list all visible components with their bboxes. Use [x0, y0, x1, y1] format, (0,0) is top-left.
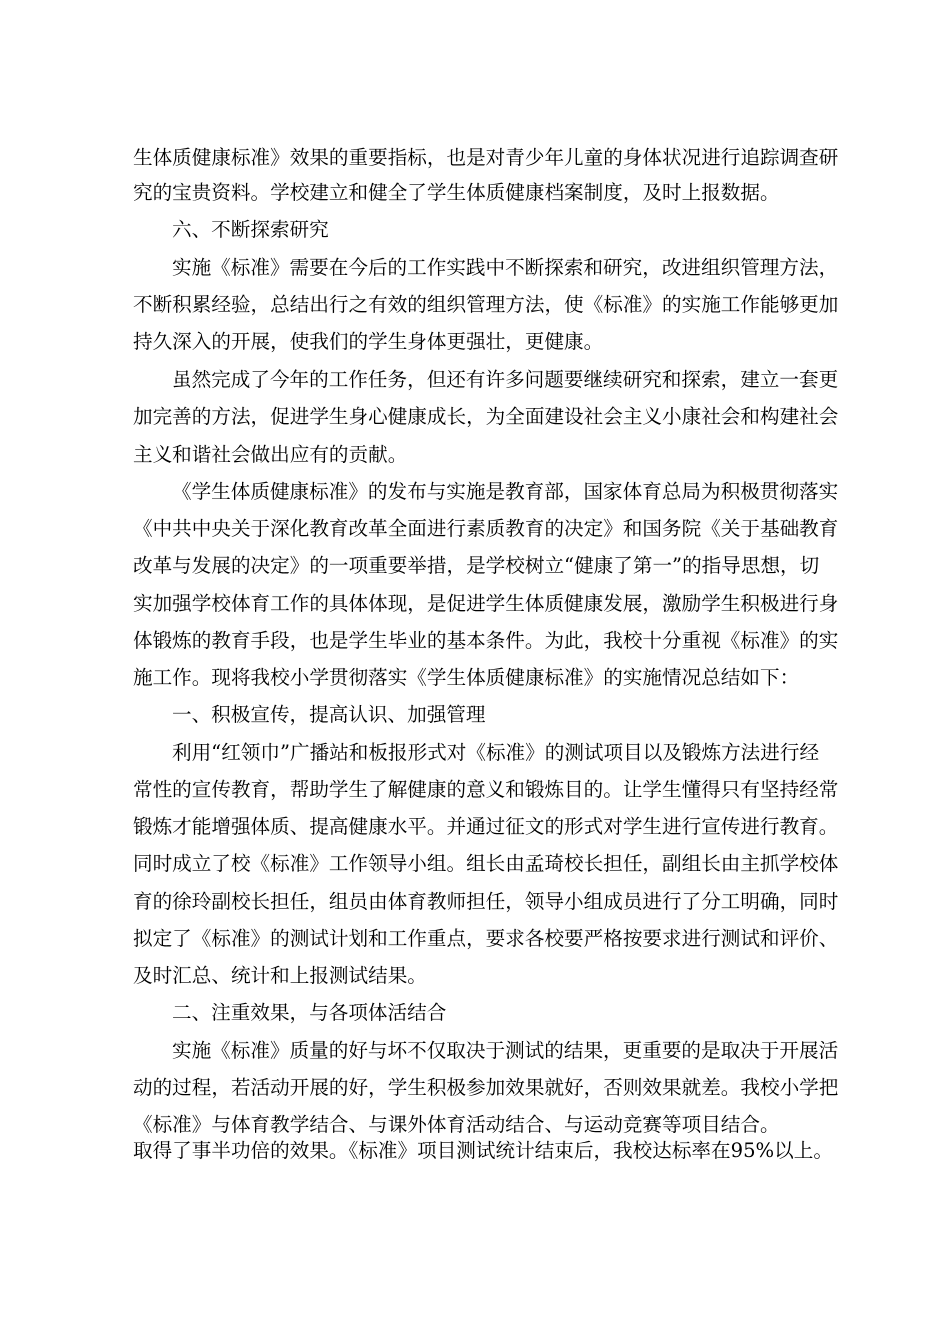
text-line: 施工作。现将我校小学贯彻落实《学生体质健康标准》的实施情况总结如下：	[133, 666, 800, 689]
section-heading: 一、积极宣传，提高认识、加强管理	[172, 703, 486, 726]
text-line: 取得了事半功倍的效果。《标准》项目测试统计结束后，我校达标率在95%以上。	[133, 1139, 833, 1162]
text-line: 同时成立了校《标准》工作领导小组。组长由孟琦校长担任，副组长由主抓学校体	[133, 852, 839, 875]
text-line: 及时汇总、统计和上报测试结果。	[133, 964, 427, 987]
text-line: 改革与发展的决定》的一项重要举措，是学校树立“健康了第一”的指导思想，切	[133, 554, 820, 577]
text-line: 实施《标准》需要在今后的工作实践中不断探索和研究，改进组织管理方法，	[172, 256, 839, 279]
text-line: 究的宝贵资料。学校建立和健全了学生体质健康档案制度，及时上报数据。	[133, 181, 780, 204]
text-line: 加完善的方法，促进学生身心健康成长，为全面建设社会主义小康社会和构建社会	[133, 405, 839, 428]
section-heading: 六、不断探索研究	[172, 218, 329, 241]
text-line: 常性的宣传教育，帮助学生了解健康的意义和锻炼目的。让学生懂得只有坚持经常	[133, 778, 839, 801]
text-line: 实施《标准》质量的好与坏不仅取决于测试的结果，更重要的是取决于开展活	[172, 1039, 839, 1062]
text-line: 拟定了《标准》的测试计划和工作重点，要求各校要严格按要求进行测试和评价、	[133, 927, 839, 950]
text-line: 《学生体质健康标准》的发布与实施是教育部，国家体育总局为积极贯彻落实	[172, 480, 839, 503]
text-line: 主义和谐社会做出应有的贡献。	[133, 443, 408, 466]
text-line: 体锻炼的教育手段，也是学生毕业的基本条件。为此，我校十分重视《标准》的实	[133, 629, 839, 652]
text-line: 《标准》与体育教学结合、与课外体育活动结合、与运动竞赛等项目结合。	[133, 1113, 780, 1136]
text-line: 持久深入的开展，使我们的学生身体更强壮，更健康。	[133, 330, 604, 353]
text-line: 生体质健康标准》效果的重要指标，也是对青少年儿童的身体状况进行追踪调查研	[133, 146, 839, 169]
text-line: 利用“红领巾”广播站和板报形式对《标准》的测试项目以及锻炼方法进行经	[172, 741, 820, 764]
text-line: 锻炼才能增强体质、提高健康水平。并通过征文的形式对学生进行宣传进行教育。	[133, 815, 839, 838]
section-heading: 二、注重效果，与各项体活结合	[172, 1001, 447, 1024]
text-line: 《中共中央关于深化教育改革全面进行素质教育的决定》和国务院《关于基础教育	[133, 517, 839, 540]
text-line: 育的徐玲副校长担任，组员由体育教师担任，领导小组成员进行了分工明确，同时	[133, 890, 839, 913]
text-line: 不断积累经验，总结出行之有效的组织管理方法，使《标准》的实施工作能够更加	[133, 293, 839, 316]
text-line: 动的过程，若活动开展的好，学生积极参加效果就好，否则效果就差。我校小学把	[133, 1076, 839, 1099]
text-line: 虽然完成了今年的工作任务，但还有许多问题要继续研究和探索，建立一套更	[172, 368, 839, 391]
text-line: 实加强学校体育工作的具体体现，是促进学生体质健康发展，激励学生积极进行身	[133, 592, 839, 615]
